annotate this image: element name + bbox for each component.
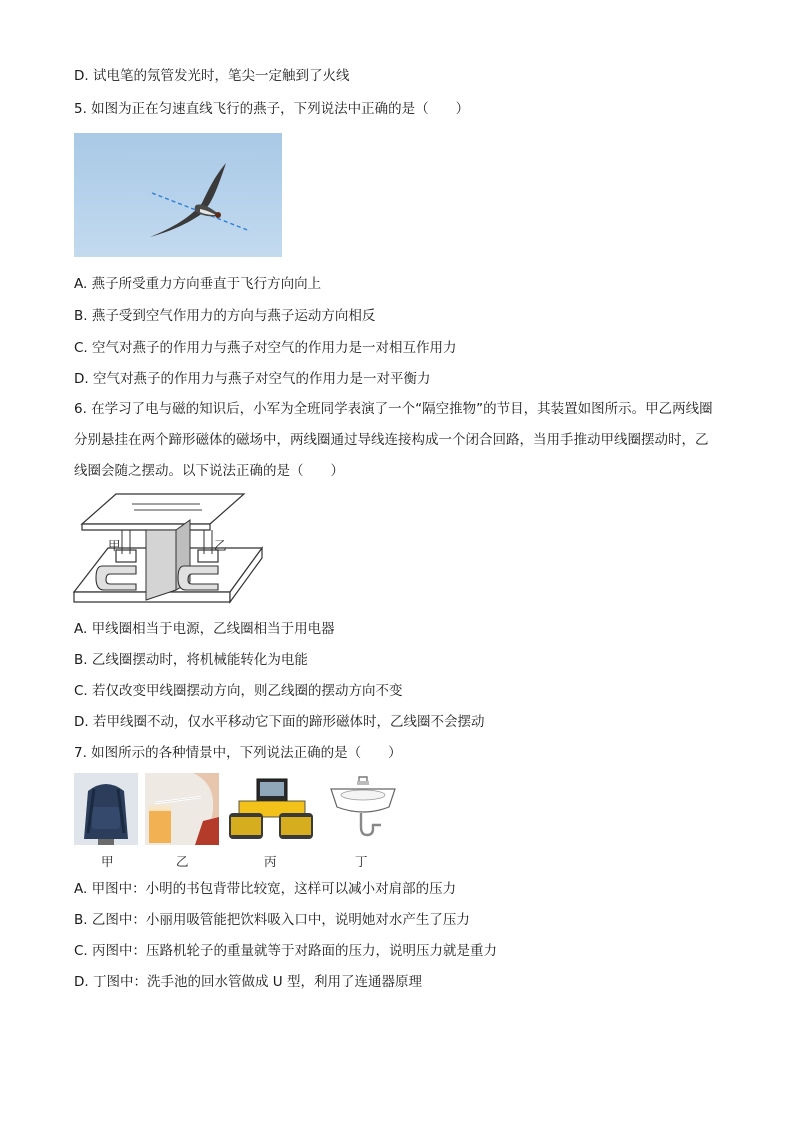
q6-stem: 6. 在学习了电与磁的知识后，小军为全班同学表演了一个“隔空推物”的节目，其装置如图所示。甲乙两线圈分别悬挂在两个蹄形磁体的磁场中，两线圈通过导线连接构成一个闭合回路，当用手推动甲线圈摆动时，乙线圈会随之摆动。以下说法正确的是（ ） bbox=[74, 401, 713, 479]
road-roller-icon bbox=[227, 773, 315, 845]
q7-caption-yi: 乙 bbox=[176, 854, 189, 869]
coil-apparatus-figure bbox=[72, 490, 264, 610]
q7-stem: 7. 如图所示的各种情景中，下列说法正确的是（ ） bbox=[74, 745, 402, 761]
q6-option-d[interactable]: D. 若甲线圈不动，仅水平移动它下面的蹄形磁体时，乙线圈不会摆动 bbox=[74, 714, 485, 730]
q7-option-b[interactable]: B. 乙图中：小丽用吸管能把饮料吸入口中，说明她对水产生了压力 bbox=[74, 912, 470, 928]
prev-option-d: D. 试电笔的氖管发光时，笔尖一定触到了火线 bbox=[74, 68, 350, 84]
swallow-photo bbox=[74, 133, 282, 257]
straw-drink-photo bbox=[145, 773, 219, 845]
q7-caption-ding: 丁 bbox=[355, 854, 368, 869]
q7-caption-bing: 丙 bbox=[264, 854, 277, 869]
q6-option-a[interactable]: A. 甲线圈相当于电源，乙线圈相当于用电器 bbox=[74, 621, 335, 637]
q6-option-c[interactable]: C. 若仅改变甲线圈摆动方向，则乙线圈的摆动方向不变 bbox=[74, 683, 403, 699]
wash-basin-photo bbox=[323, 773, 403, 845]
wash-basin-icon bbox=[323, 773, 403, 845]
q5-option-b[interactable]: B. 燕子受到空气作用力的方向与燕子运动方向相反 bbox=[74, 308, 376, 324]
swallow-icon bbox=[74, 133, 282, 257]
backpack-photo bbox=[74, 773, 138, 845]
coil-label-yi: 乙 bbox=[214, 538, 227, 553]
backpack-icon bbox=[74, 773, 138, 845]
road-roller-photo bbox=[227, 773, 315, 845]
q7-caption-jia: 甲 bbox=[101, 854, 114, 869]
q7-option-d[interactable]: D. 丁图中：洗手池的回水管做成 U 型，利用了连通器原理 bbox=[74, 974, 422, 990]
q7-option-a[interactable]: A. 甲图中：小明的书包背带比较宽，这样可以减小对肩部的压力 bbox=[74, 881, 457, 897]
straw-drink-icon bbox=[145, 773, 219, 845]
coil-label-jia: 甲 bbox=[108, 538, 121, 553]
q5-option-d[interactable]: D. 空气对燕子的作用力与燕子对空气的作用力是一对平衡力 bbox=[74, 371, 431, 387]
q6-option-b[interactable]: B. 乙线圈摆动时，将机械能转化为电能 bbox=[74, 652, 308, 668]
q5-option-a[interactable]: A. 燕子所受重力方向垂直于飞行方向向上 bbox=[74, 276, 322, 292]
q7-option-c[interactable]: C. 丙图中：压路机轮子的重量就等于对路面的压力，说明压力就是重力 bbox=[74, 943, 498, 959]
q5-option-c[interactable]: C. 空气对燕子的作用力与燕子对空气的作用力是一对相互作用力 bbox=[74, 340, 457, 356]
q5-stem: 5. 如图为正在匀速直线飞行的燕子，下列说法中正确的是（ ） bbox=[74, 101, 470, 117]
